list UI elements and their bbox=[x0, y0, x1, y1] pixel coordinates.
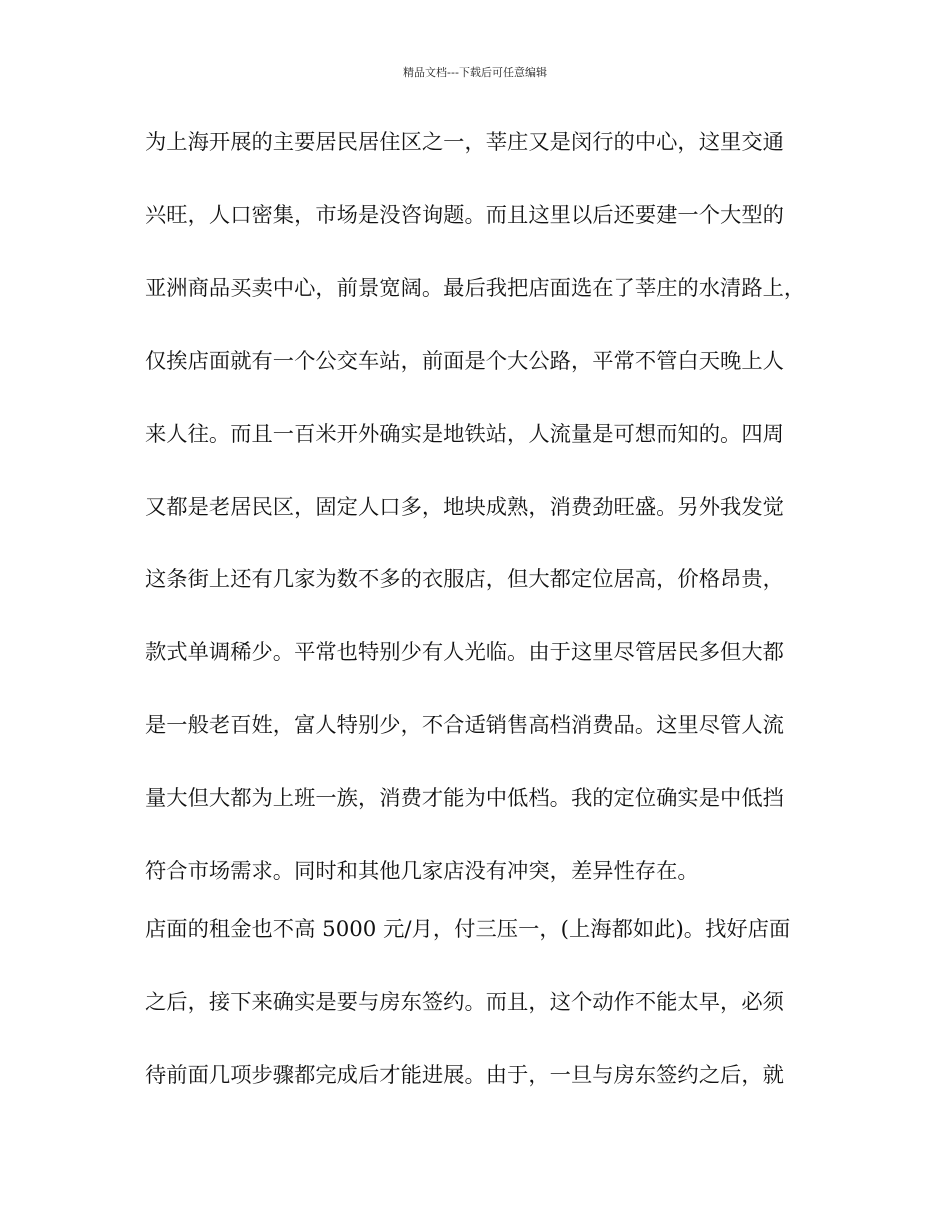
body-text-line: 款式单调稀少。平常也特别少有人光临。由于这里尽管居民多但大都 bbox=[145, 640, 784, 665]
body-text-line: 待前面几项步骤都完成后才能进展。由于，一旦与房东签约之后，就 bbox=[145, 1063, 784, 1088]
body-text-line: 是一般老百姓，富人特别少，不合适销售高档消费品。这里尽管人流 bbox=[145, 713, 784, 738]
body-text-line: 店面的租金也不高 5000 元/月，付三压一，(上海都如此)。找好店面 bbox=[145, 917, 791, 942]
body-text-line: 符合市场需求。同时和其他几家店没有冲突，差异性存在。 bbox=[145, 859, 699, 884]
body-text-line: 为上海开展的主要居民居住区之一，莘庄又是闵行的中心，这里交通 bbox=[145, 130, 784, 155]
body-text-line: 又都是老居民区，固定人口多，地块成熟，消费劲旺盛。另外我发觉 bbox=[145, 495, 784, 520]
body-text-line: 亚洲商品买卖中心，前景宽阔。最后我把店面选在了莘庄的水清路上， bbox=[145, 276, 806, 301]
page-header: 精品文档---下载后可任意编辑 bbox=[403, 66, 547, 79]
body-text-line: 这条街上还有几家为数不多的衣服店，但大都定位居高，价格昂贵， bbox=[145, 567, 784, 592]
body-text-line: 之后，接下来确实是要与房东签约。而且，这个动作不能太早，必须 bbox=[145, 990, 784, 1015]
body-text-line: 兴旺，人口密集，市场是没咨询题。而且这里以后还要建一个大型的 bbox=[145, 203, 784, 228]
body-text-line: 来人往。而且一百米开外确实是地铁站，人流量是可想而知的。四周 bbox=[145, 422, 784, 447]
body-text-line: 量大但大都为上班一族，消费才能为中低档。我的定位确实是中低挡 bbox=[145, 786, 784, 811]
body-text-line: 仅挨店面就有一个公交车站，前面是个大公路，平常不管白天晚上人 bbox=[145, 349, 784, 374]
